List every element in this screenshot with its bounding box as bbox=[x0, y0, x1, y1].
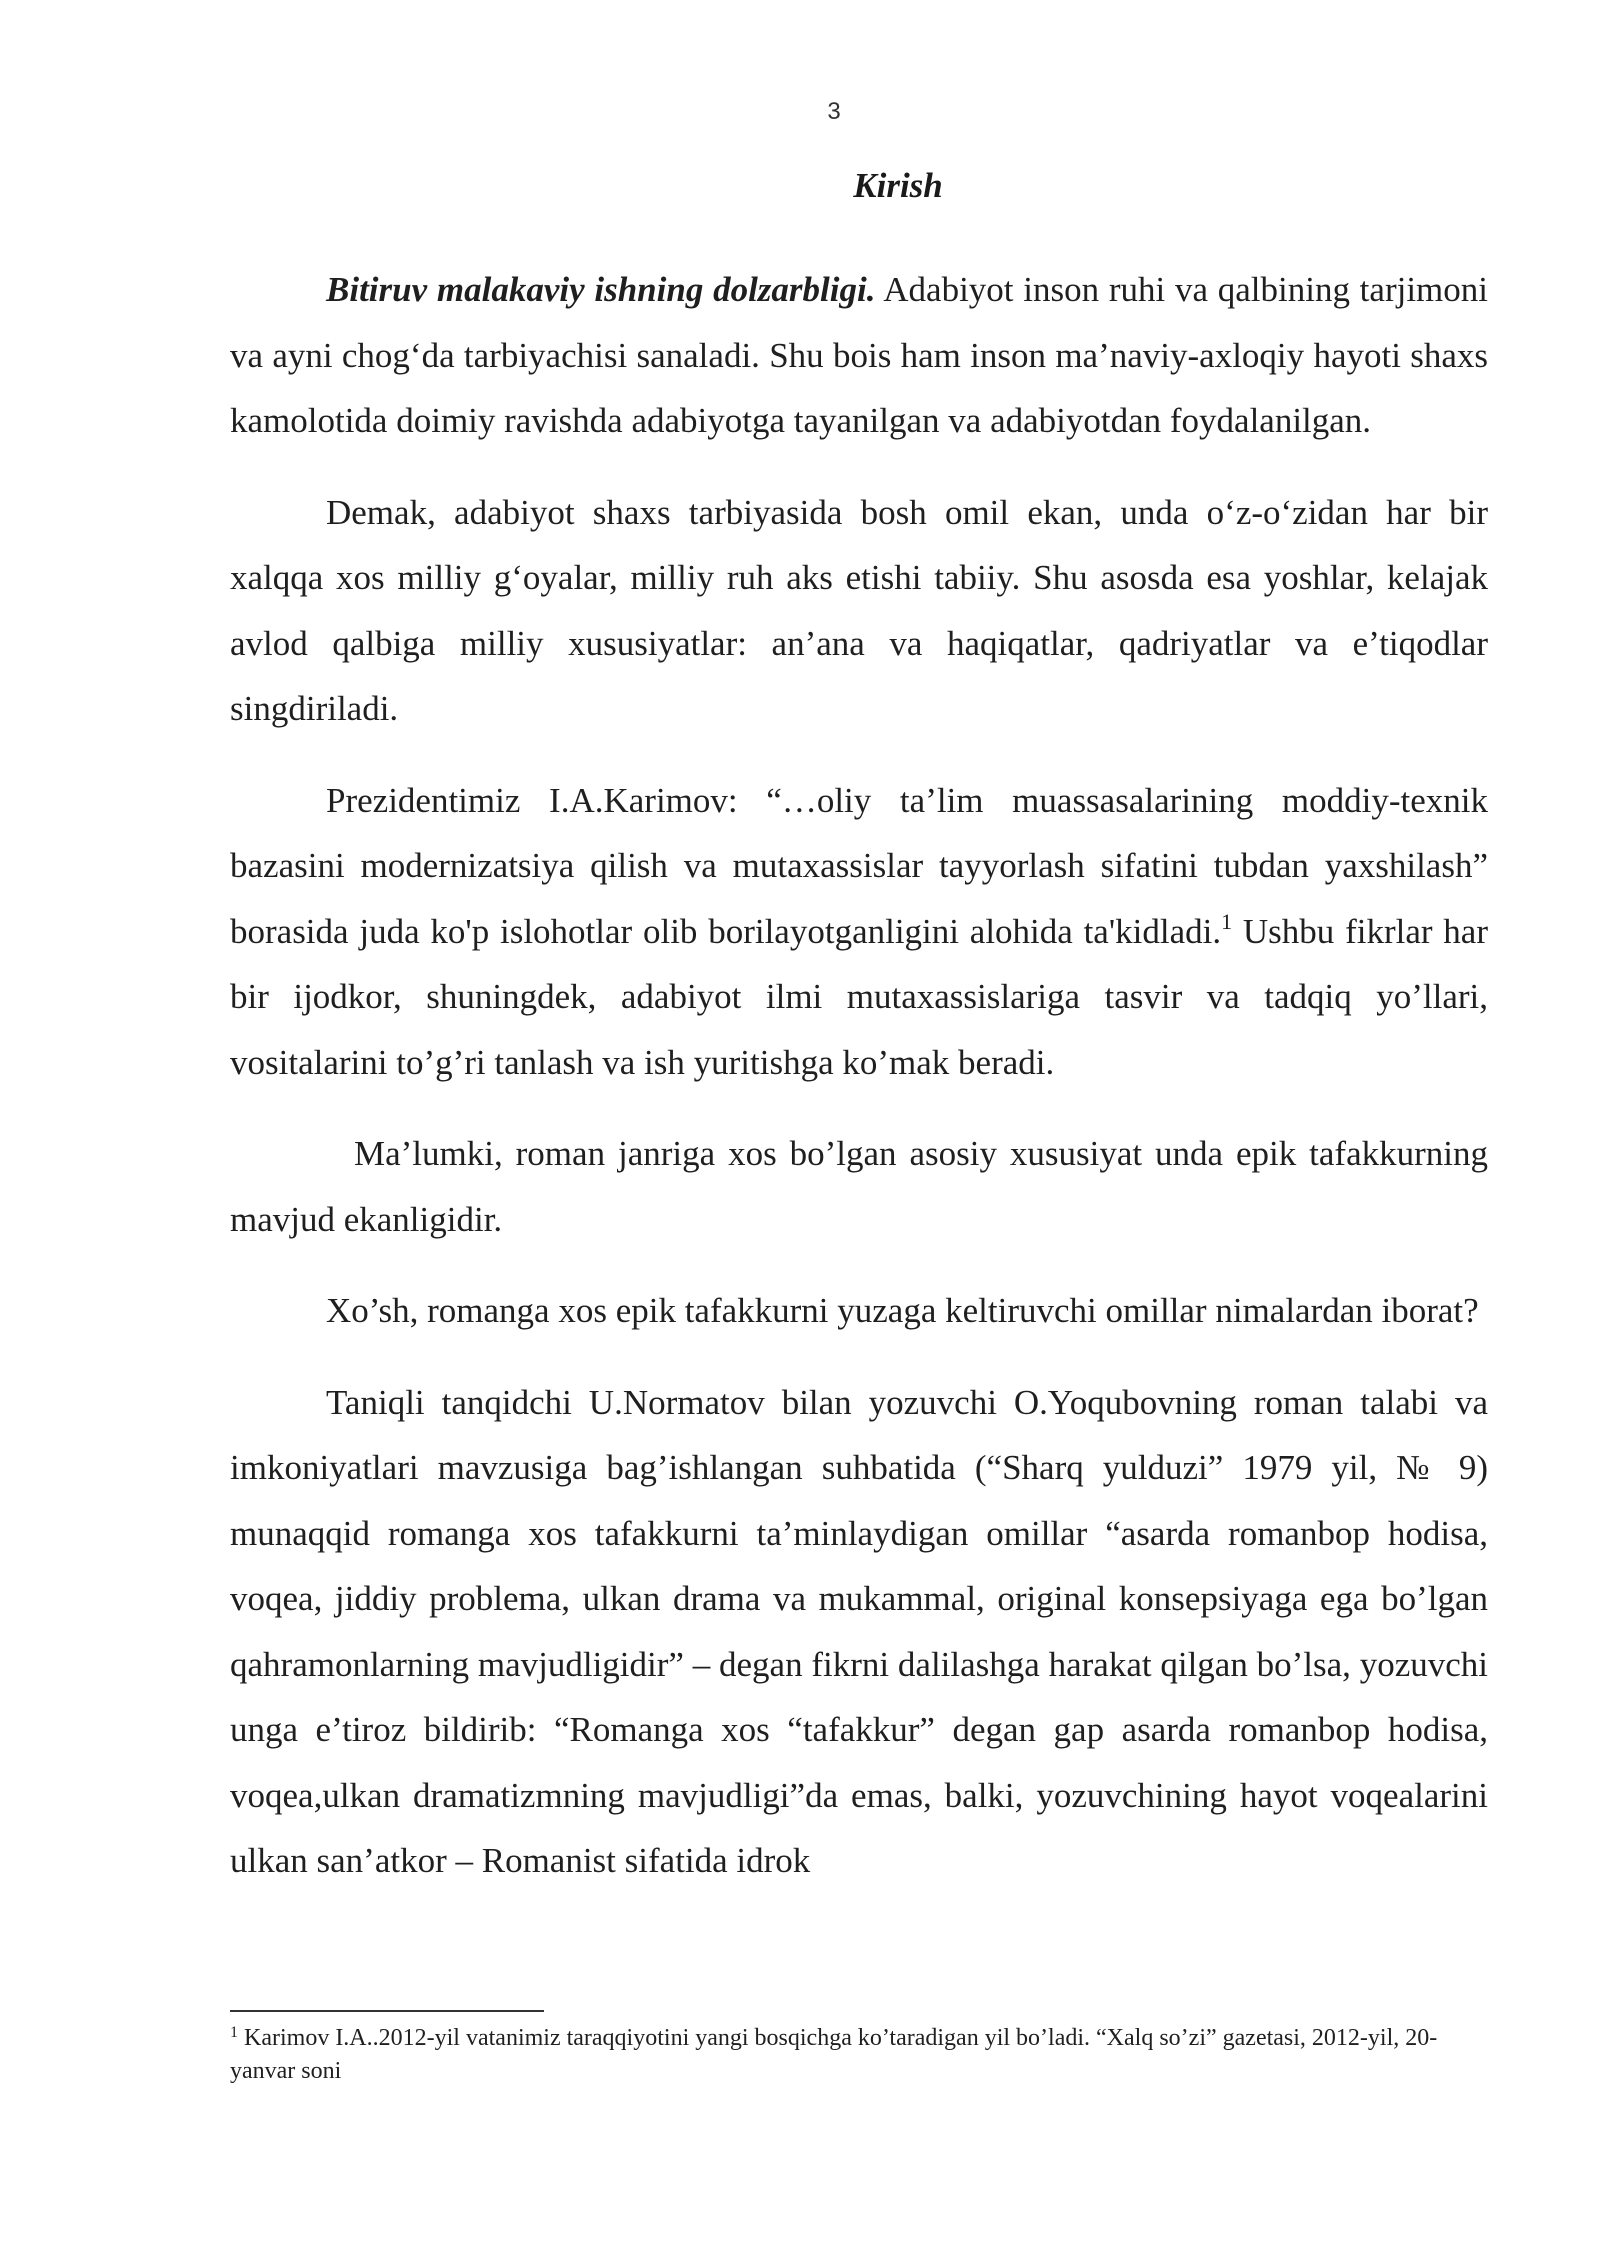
paragraph-text-continued: Ushbu fikrlar har bir ijodkor, shuningdek, adabiyot ilmi mutaxassislariga tasvir va tadqiq yo’llari, vositalarini to’g’ri tanlash va ish yuritishga ko’mak beradi. bbox=[230, 911, 1488, 1082]
paragraph-text: Taniqli tanqidchi U.Normatov bilan yozuvchi O.Yoqubovning roman talabi va imkoniyatlari mavzusiga bag’ishlangan suhbatida (“Sharq yulduzi” 1979 yil, № 9) munaqqid romanga xos tafakkurni ta’minlaydigan omillar “asarda romanbop hodisa, voqea, jiddiy problema, ulkan drama va mukammal, original konsepsiyaga ega bo’lgan qahramonlarning mavjudligidir” – degan fikrni dalilashga harakat qilgan bo’lsa, yozuvchi unga e’tiroz bildirib: “Romanga xos “tafakkur” degan gap asarda romanbop hodisa, voqea,ulkan dramatizmning mavjudligi”da emas, balki, yozuvchining hayot voqealarini ulkan san’atkor – Romanist sifatida idrok bbox=[230, 1382, 1488, 1880]
paragraph-relevance bbox=[230, 257, 1488, 454]
paragraph-text: Ma’lumki, roman janriga xos bo’lgan asosiy xususiyat unda epik tafakkurning mavjud ekanligidir. bbox=[230, 1134, 1488, 1239]
footnote-text: Karimov I.A..2012-yil vatanimiz taraqqiyotini yangi bosqichga ko’taradigan yil bo’ladi. “Xalq so’zi” gazetasi, 2012-yil, 20-yanvar soni bbox=[230, 2025, 1438, 2084]
paragraph-text: Prezidentimiz I.A.Karimov: “…oliy ta’lim muassasalarining moddiy-texnik bazasini modernizatsiya qilish va mutaxassislar tayyorlash sifatini tubdan yaxshilash” borasida juda ko'p islohotlar olib borilayotganligini alohida ta'kidladi. bbox=[230, 780, 1488, 951]
body-text bbox=[230, 257, 1488, 1920]
section-heading: Kirish bbox=[853, 166, 943, 205]
paragraph bbox=[230, 1121, 1488, 1252]
paragraph bbox=[230, 480, 1488, 742]
footnote-mark: 1 bbox=[230, 2024, 238, 2041]
paragraph bbox=[230, 1370, 1488, 1894]
paragraph-text: Xo’sh, romanga xos epik tafakkurni yuzaga keltiruvchi omillar nimalardan iborat? bbox=[326, 1291, 1479, 1330]
page-number: 3 bbox=[827, 98, 841, 125]
paragraph-text: Adabiyot inson ruhi va qalbining tarjimoni va ayni chog‘da tarbiyachisi sanaladi. Shu bois ham inson ma’naviy-axloqiy hayoti shaxs kamolotida doimiy ravishda adabiyotga tayanilgan va adabiyotdan foydalanilgan. bbox=[230, 270, 1488, 440]
paragraph-text: Demak, adabiyot shaxs tarbiyasida bosh omil ekan, unda o‘z-o‘zidan har bir xalqqa xos milliy g‘oyalar, milliy ruh aks etishi tabiiy. Shu asosda esa yoshlar, kelajak avlod qalbiga milliy xususiyatlar: an’ana va haqiqatlar, qadriyatlar va e’tiqodlar singdiriladi. bbox=[230, 492, 1488, 728]
footnote-divider bbox=[230, 2010, 544, 2012]
paragraph-lead: Bitiruv malakaviy ishning dolzarbligi. bbox=[326, 270, 876, 309]
paragraph bbox=[230, 1278, 1488, 1344]
paragraph-quote bbox=[230, 768, 1488, 1096]
footnote bbox=[230, 2022, 1488, 2088]
footnote-reference[interactable]: 1 bbox=[1221, 908, 1233, 934]
